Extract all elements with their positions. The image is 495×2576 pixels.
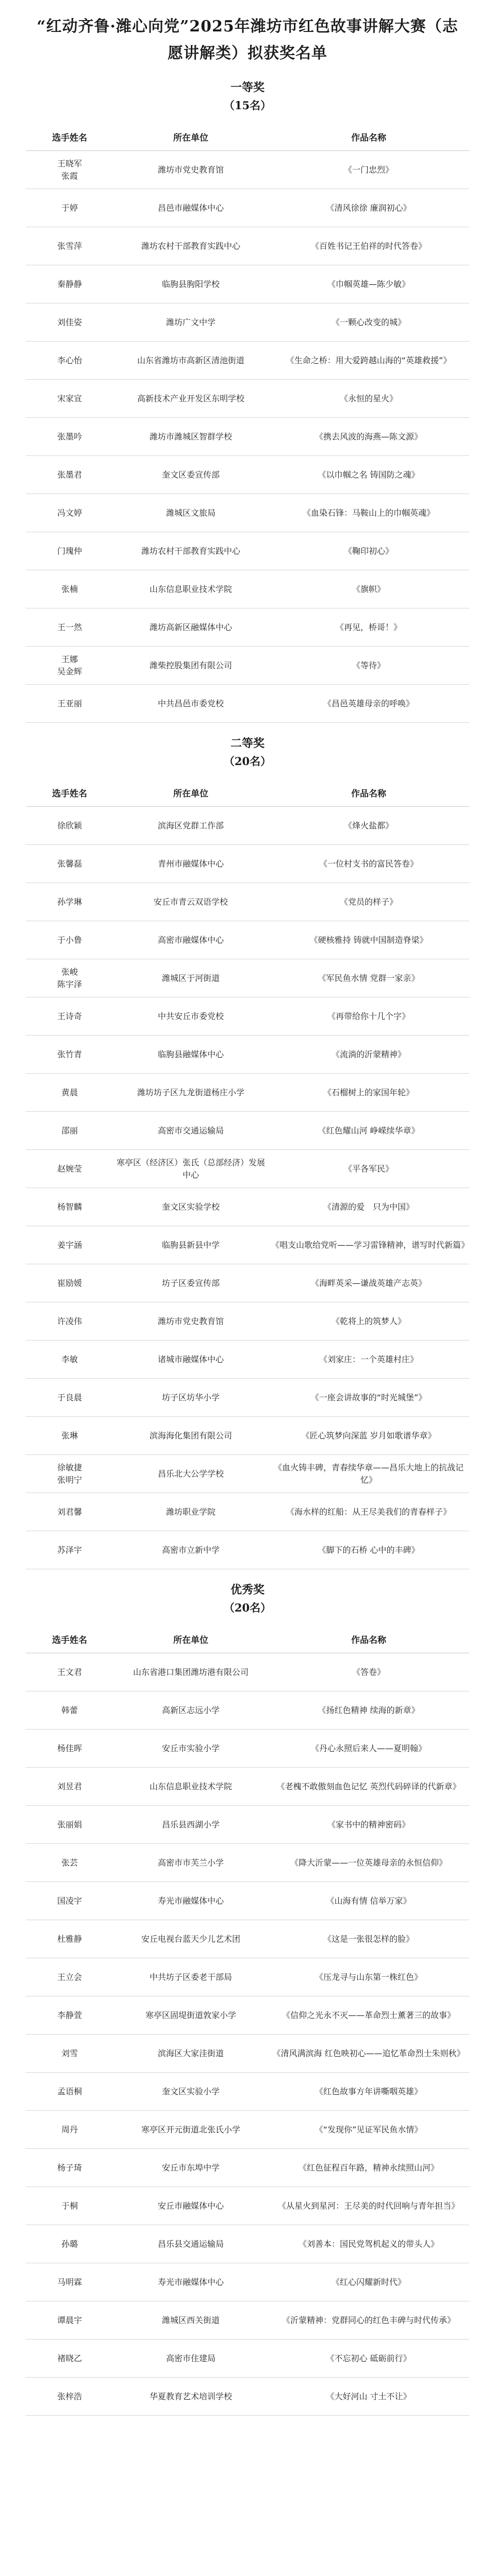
table-row [26,456,469,494]
organization: 中共安丘市委党校 [113,997,268,1036]
table-header-row [26,123,469,151]
column-header: 选手姓名 [26,778,113,807]
organization: 昌乐北大公学学校 [113,1455,268,1493]
work-title: 《旗帜》 [268,570,469,608]
table-row [26,1493,469,1531]
document-title: “红动齐鲁·潍心向党”2025年潍坊市红色故事讲解大赛（志愿讲解类）拟获奖名单 [37,18,458,62]
table-row [26,570,469,608]
column-header: 选手姓名 [26,123,113,151]
organization: 高密市交通运输局 [113,1112,268,1150]
organization: 青州市融媒体中心 [113,845,268,883]
organization: 高密市立新中学 [113,1531,268,1569]
organization: 诸城市融媒体中心 [113,1341,268,1379]
work-title: 《流淌的沂蒙精神》 [268,1036,469,1074]
organization: 奎文区实验小学 [113,2073,268,2111]
award-table [26,778,469,1569]
work-title: 《信仰之光永不灭——革命烈士薰著三的故事》 [268,1996,469,2035]
work-title: 《再带给你十几个字》 [268,997,469,1036]
work-title: 《丹心永照后来人——夏明翰》 [268,1730,469,1768]
contestant-name: 孙璐 [26,2225,113,2263]
work-title: 《海畔英采—谦战英雄产志英》 [268,1264,469,1302]
contestant-name: 国凌宇 [26,1882,113,1920]
contestant-name: 杨佳晖 [26,1730,113,1768]
contestant-name: 门瑰仲 [26,532,113,570]
work-title: 《平各军民》 [268,1150,469,1188]
table-row [26,227,469,265]
work-title: 《一座会讲故事的“时光城堡”》 [268,1379,469,1417]
table-row [26,151,469,189]
work-title: 《红色耀山河 峥嵘续华章》 [268,1112,469,1150]
organization: 高密市市芙兰小学 [113,1844,268,1882]
award-section-heading [0,734,495,770]
table-row [26,1806,469,1844]
organization: 安丘市东埠中学 [113,2149,268,2187]
contestant-name: 张芸 [26,1844,113,1882]
contestant-name: 马明霖 [26,2263,113,2301]
table-row [26,532,469,570]
contestant-name: 韩蕾 [26,1691,113,1730]
contestant-name: 王晓军 张霞 [26,151,113,189]
organization: 山东省潍坊市高新区清池街道 [113,342,268,380]
work-title: 《巾帼英雄—陈少敏》 [268,265,469,303]
table-row [26,1417,469,1455]
column-header: 作品名称 [268,1625,469,1653]
table-row [26,1188,469,1226]
organization: 高密市融媒体中心 [113,921,268,959]
table-row [26,1112,469,1150]
work-title: 《降大沂蒙——一位英雄母亲的永恒信仰》 [268,1844,469,1882]
contestant-name: 于桐 [26,2187,113,2225]
organization: 滨海海化集团有限公司 [113,1417,268,1455]
contestant-name: 杜雅静 [26,1920,113,1958]
contestant-name: 姜宇涵 [26,1226,113,1264]
work-title: 《清风徐徐 廉润初心》 [268,189,469,227]
organization: 滨海区党群工作部 [113,807,268,845]
table-row [26,1691,469,1730]
organization: 潍坊农村干部教育实践中心 [113,227,268,265]
organization: 潍坊高新区融媒体中心 [113,608,268,647]
contestant-name: 李敏 [26,1341,113,1379]
contestant-name: 王诗奇 [26,997,113,1036]
work-title: 《脚下的石桥 心中的丰碑》 [268,1531,469,1569]
table-row [26,1226,469,1264]
contestant-name: 王文君 [26,1653,113,1691]
work-title: 《一门忠烈》 [268,151,469,189]
organization: 潍城区文旅局 [113,494,268,532]
work-title: 《匠心筑梦向深蓝 岁月如歌谱华章》 [268,1417,469,1455]
table-row [26,1996,469,2035]
contestant-name: 谭晨宇 [26,2301,113,2340]
table-row [26,883,469,921]
organization: 潍坊市党史教育馆 [113,151,268,189]
award-count: （20名） [223,755,272,768]
table-row [26,2035,469,2073]
organization: 寿光市融媒体中心 [113,1882,268,1920]
organization: 昌乐县西湖小学 [113,1806,268,1844]
award-table [26,1625,469,2416]
organization: 潍坊市党史教育馆 [113,1302,268,1341]
table-row [26,418,469,456]
work-title: 《压龙寻与山东第一株红色》 [268,1958,469,1996]
contestant-name: 崔励媛 [26,1264,113,1302]
work-title: 《刘善本：国民党驾机起义的带头人》 [268,2225,469,2263]
table-row [26,1302,469,1341]
column-header: 所在单位 [113,123,268,151]
contestant-name: 张琳 [26,1417,113,1455]
organization: 安丘市融媒体中心 [113,2187,268,2225]
award-count: （15名） [223,99,272,112]
organization: 中共昌邑市委党校 [113,685,268,723]
table-row [26,1844,469,1882]
contestant-name: 孙学琳 [26,883,113,921]
table-row [26,2378,469,2416]
table-row [26,959,469,997]
column-header: 选手姓名 [26,1625,113,1653]
organization: 潍坊坊子区九龙街道杨庄小学 [113,1074,268,1112]
work-title: 《等待》 [268,647,469,685]
table-row [26,1264,469,1302]
organization: 山东省港口集团潍坊港有限公司 [113,1653,268,1691]
table-row [26,1150,469,1188]
work-title: 《生命之桥：用大爱跨越山海的“英雄救援”》 [268,342,469,380]
award-level: 一等奖 [230,81,265,94]
table-row [26,2149,469,2187]
organization: 安丘市青云双语学校 [113,883,268,921]
organization: 寒亭区（经济区）张氏（总部经济）发展中心 [113,1150,268,1188]
organization: 华夏教育艺术培训学校 [113,2378,268,2416]
contestant-name: 刘君馨 [26,1493,113,1531]
table-row [26,2225,469,2263]
organization: 潍城区于河街道 [113,959,268,997]
work-title: 《以巾帼之名 铸国防之魂》 [268,456,469,494]
work-title: 《扬红色精神 续海的新章》 [268,1691,469,1730]
organization: 坊子区坊华小学 [113,1379,268,1417]
work-title: 《百姓书记王伯祥的时代答卷》 [268,227,469,265]
work-title: 《刘家庄：一个英雄村庄》 [268,1341,469,1379]
contestant-name: 张馨磊 [26,845,113,883]
table-row [26,2111,469,2149]
table-row [26,2263,469,2301]
contestant-name: 于婷 [26,189,113,227]
table-row [26,685,469,723]
contestant-name: 褚晓乙 [26,2340,113,2378]
contestant-name: 王娜 吴金辉 [26,647,113,685]
table-row [26,2340,469,2378]
organization: 临朐县融媒体中心 [113,1036,268,1074]
table-row [26,1379,469,1417]
organization: 潍坊农村干部教育实践中心 [113,532,268,570]
work-title: 《再见，桥哥！》 [268,608,469,647]
table-row [26,1036,469,1074]
work-title: 《血火铸丰碑，青春续华章——昌乐大地上的抗战记忆》 [268,1455,469,1493]
work-title: 《清风满滨海 红色映初心——追忆革命烈士朱则秋》 [268,2035,469,2073]
contestant-name: 刘昱君 [26,1768,113,1806]
work-title: 《唱支山歌给党听——学习雷锋精神，谱写时代新篇》 [268,1226,469,1264]
table-row [26,1920,469,1958]
contestant-name: 王一然 [26,608,113,647]
organization: 潍坊市潍城区智群学校 [113,418,268,456]
organization: 寿光市融媒体中心 [113,2263,268,2301]
column-header: 作品名称 [268,778,469,807]
work-title: 《携去风波的海燕—陈文源》 [268,418,469,456]
work-title: 《石榴树上的家国年轮》 [268,1074,469,1112]
work-title: 《红色故事方年讲嘶咽英雄》 [268,2073,469,2111]
work-title: 《清源的爱 只为中国》 [268,1188,469,1226]
contestant-name: 周丹 [26,2111,113,2149]
work-title: 《鞠印初心》 [268,532,469,570]
contestant-name: 刘雪 [26,2035,113,2073]
table-row [26,1882,469,1920]
work-title: 《沂蒙精神：党群同心的红色丰碑与时代传承》 [268,2301,469,2340]
award-sections [0,78,495,2416]
work-title: 《一颗心改变的城》 [268,303,469,342]
table-row [26,303,469,342]
table-row [26,189,469,227]
table-row [26,1074,469,1112]
organization: 高密市住建局 [113,2340,268,2378]
table-row [26,1958,469,1996]
work-title: 《这是一张很怎样的脸》 [268,1920,469,1958]
work-title: 《山海有情 信举万家》 [268,1882,469,1920]
contestant-name: 秦静静 [26,265,113,303]
contestant-name: 苏泽宇 [26,1531,113,1569]
contestant-name: 李心怡 [26,342,113,380]
work-title: 《“发现你”见证军民鱼水情》 [268,2111,469,2149]
work-title: 《党员的样子》 [268,883,469,921]
work-title: 《红色征程百年路，精神永续照山河》 [268,2149,469,2187]
organization: 潍坊广文中学 [113,303,268,342]
work-title: 《血染石锋：马鞍山上的巾帼英魂》 [268,494,469,532]
organization: 坊子区委宣传部 [113,1264,268,1302]
table-row [26,1768,469,1806]
contestant-name: 张墨君 [26,456,113,494]
contestant-name: 张墨吟 [26,418,113,456]
contestant-name: 李静萱 [26,1996,113,2035]
organization: 昌乐县交通运输局 [113,2225,268,2263]
work-title: 《家书中的精神密码》 [268,1806,469,1844]
organization: 寒亭区固堤街道敦家小学 [113,1996,268,2035]
contestant-name: 张丽娟 [26,1806,113,1844]
organization: 奎文区实验学校 [113,1188,268,1226]
table-row [26,1531,469,1569]
contestant-name: 黄晨 [26,1074,113,1112]
table-row [26,608,469,647]
organization: 安丘电视台蓝天少儿艺术团 [113,1920,268,1958]
contestant-name: 赵婉莹 [26,1150,113,1188]
work-title: 《永恒的星火》 [268,380,469,418]
table-row [26,997,469,1036]
table-row [26,380,469,418]
contestant-name: 冯文婷 [26,494,113,532]
contestant-name: 杨子琦 [26,2149,113,2187]
table-row [26,845,469,883]
organization: 寒亭区开元街道北张氏小学 [113,2111,268,2149]
column-header: 作品名称 [268,123,469,151]
organization: 临朐县朐阳学校 [113,265,268,303]
column-header: 所在单位 [113,778,268,807]
table-row [26,807,469,845]
work-title: 《答卷》 [268,1653,469,1691]
work-title: 《一位村支书的富民答卷》 [268,845,469,883]
contestant-name: 张楠 [26,570,113,608]
table-row [26,647,469,685]
organization: 潍坊职业学院 [113,1493,268,1531]
contestant-name: 张雪萍 [26,227,113,265]
contestant-name: 于良晨 [26,1379,113,1417]
organization: 滨海区大家洼街道 [113,2035,268,2073]
organization: 高新技术产业开发区东明学校 [113,380,268,418]
contestant-name: 徐欣颖 [26,807,113,845]
award-table [26,123,469,723]
organization: 奎文区委宣传部 [113,456,268,494]
table-row [26,1730,469,1768]
contestant-name: 邵丽 [26,1112,113,1150]
organization: 潍城区西关街道 [113,2301,268,2340]
table-row [26,1341,469,1379]
table-row [26,342,469,380]
table-row [26,1653,469,1691]
organization: 临朐县新县中学 [113,1226,268,1264]
award-section-heading [0,78,495,114]
award-level: 优秀奖 [230,1583,265,1597]
contestant-name: 于小鲁 [26,921,113,959]
work-title: 《红心闪耀新时代》 [268,2263,469,2301]
organization: 高新区志远小学 [113,1691,268,1730]
contestant-name: 宋家宣 [26,380,113,418]
table-row [26,494,469,532]
contestant-name: 许凌伟 [26,1302,113,1341]
column-header: 所在单位 [113,1625,268,1653]
contestant-name: 杨智麟 [26,1188,113,1226]
award-section-heading [0,1581,495,1617]
table-row [26,2073,469,2111]
table-row [26,265,469,303]
organization: 潍柴控股集团有限公司 [113,647,268,685]
work-title: 《从星火到星河：王尽美的时代回响与青年担当》 [268,2187,469,2225]
work-title: 《老槐不敢傲刻血色记忆 英烈代码碎译的代新章》 [268,1768,469,1806]
contestant-name: 刘佳姿 [26,303,113,342]
table-row [26,2187,469,2225]
contestant-name: 张竹青 [26,1036,113,1074]
work-title: 《不忘初心 砥砺前行》 [268,2340,469,2378]
contestant-name: 张峻 陈宇泽 [26,959,113,997]
organization: 山东信息职业技术学院 [113,570,268,608]
table-row [26,921,469,959]
work-title: 《军民鱼水情 党群一家亲》 [268,959,469,997]
work-title: 《乾将上的筑梦人》 [268,1302,469,1341]
work-title: 《大好河山 寸土不让》 [268,2378,469,2416]
organization: 山东信息职业技术学院 [113,1768,268,1806]
contestant-name: 张梓浩 [26,2378,113,2416]
table-row [26,2301,469,2340]
work-title: 《海水样的红船：从王尽美我们的青春样子》 [268,1493,469,1531]
work-title: 《硬核雅持 铸就中国制造脊梁》 [268,921,469,959]
contestant-name: 徐敏捷 张明宁 [26,1455,113,1493]
contestant-name: 王亚丽 [26,685,113,723]
contestant-name: 孟语桐 [26,2073,113,2111]
organization: 中共坊子区委老干部局 [113,1958,268,1996]
work-title: 《昌邑英雄母亲的呼唤》 [268,685,469,723]
award-count: （20名） [223,1601,272,1614]
award-level: 二等奖 [230,737,265,750]
table-header-row [26,1625,469,1653]
contestant-name: 王立会 [26,1958,113,1996]
table-header-row [26,778,469,807]
work-title: 《烽火盐都》 [268,807,469,845]
organization: 昌邑市融媒体中心 [113,189,268,227]
table-row [26,1455,469,1493]
organization: 安丘市实验小学 [113,1730,268,1768]
